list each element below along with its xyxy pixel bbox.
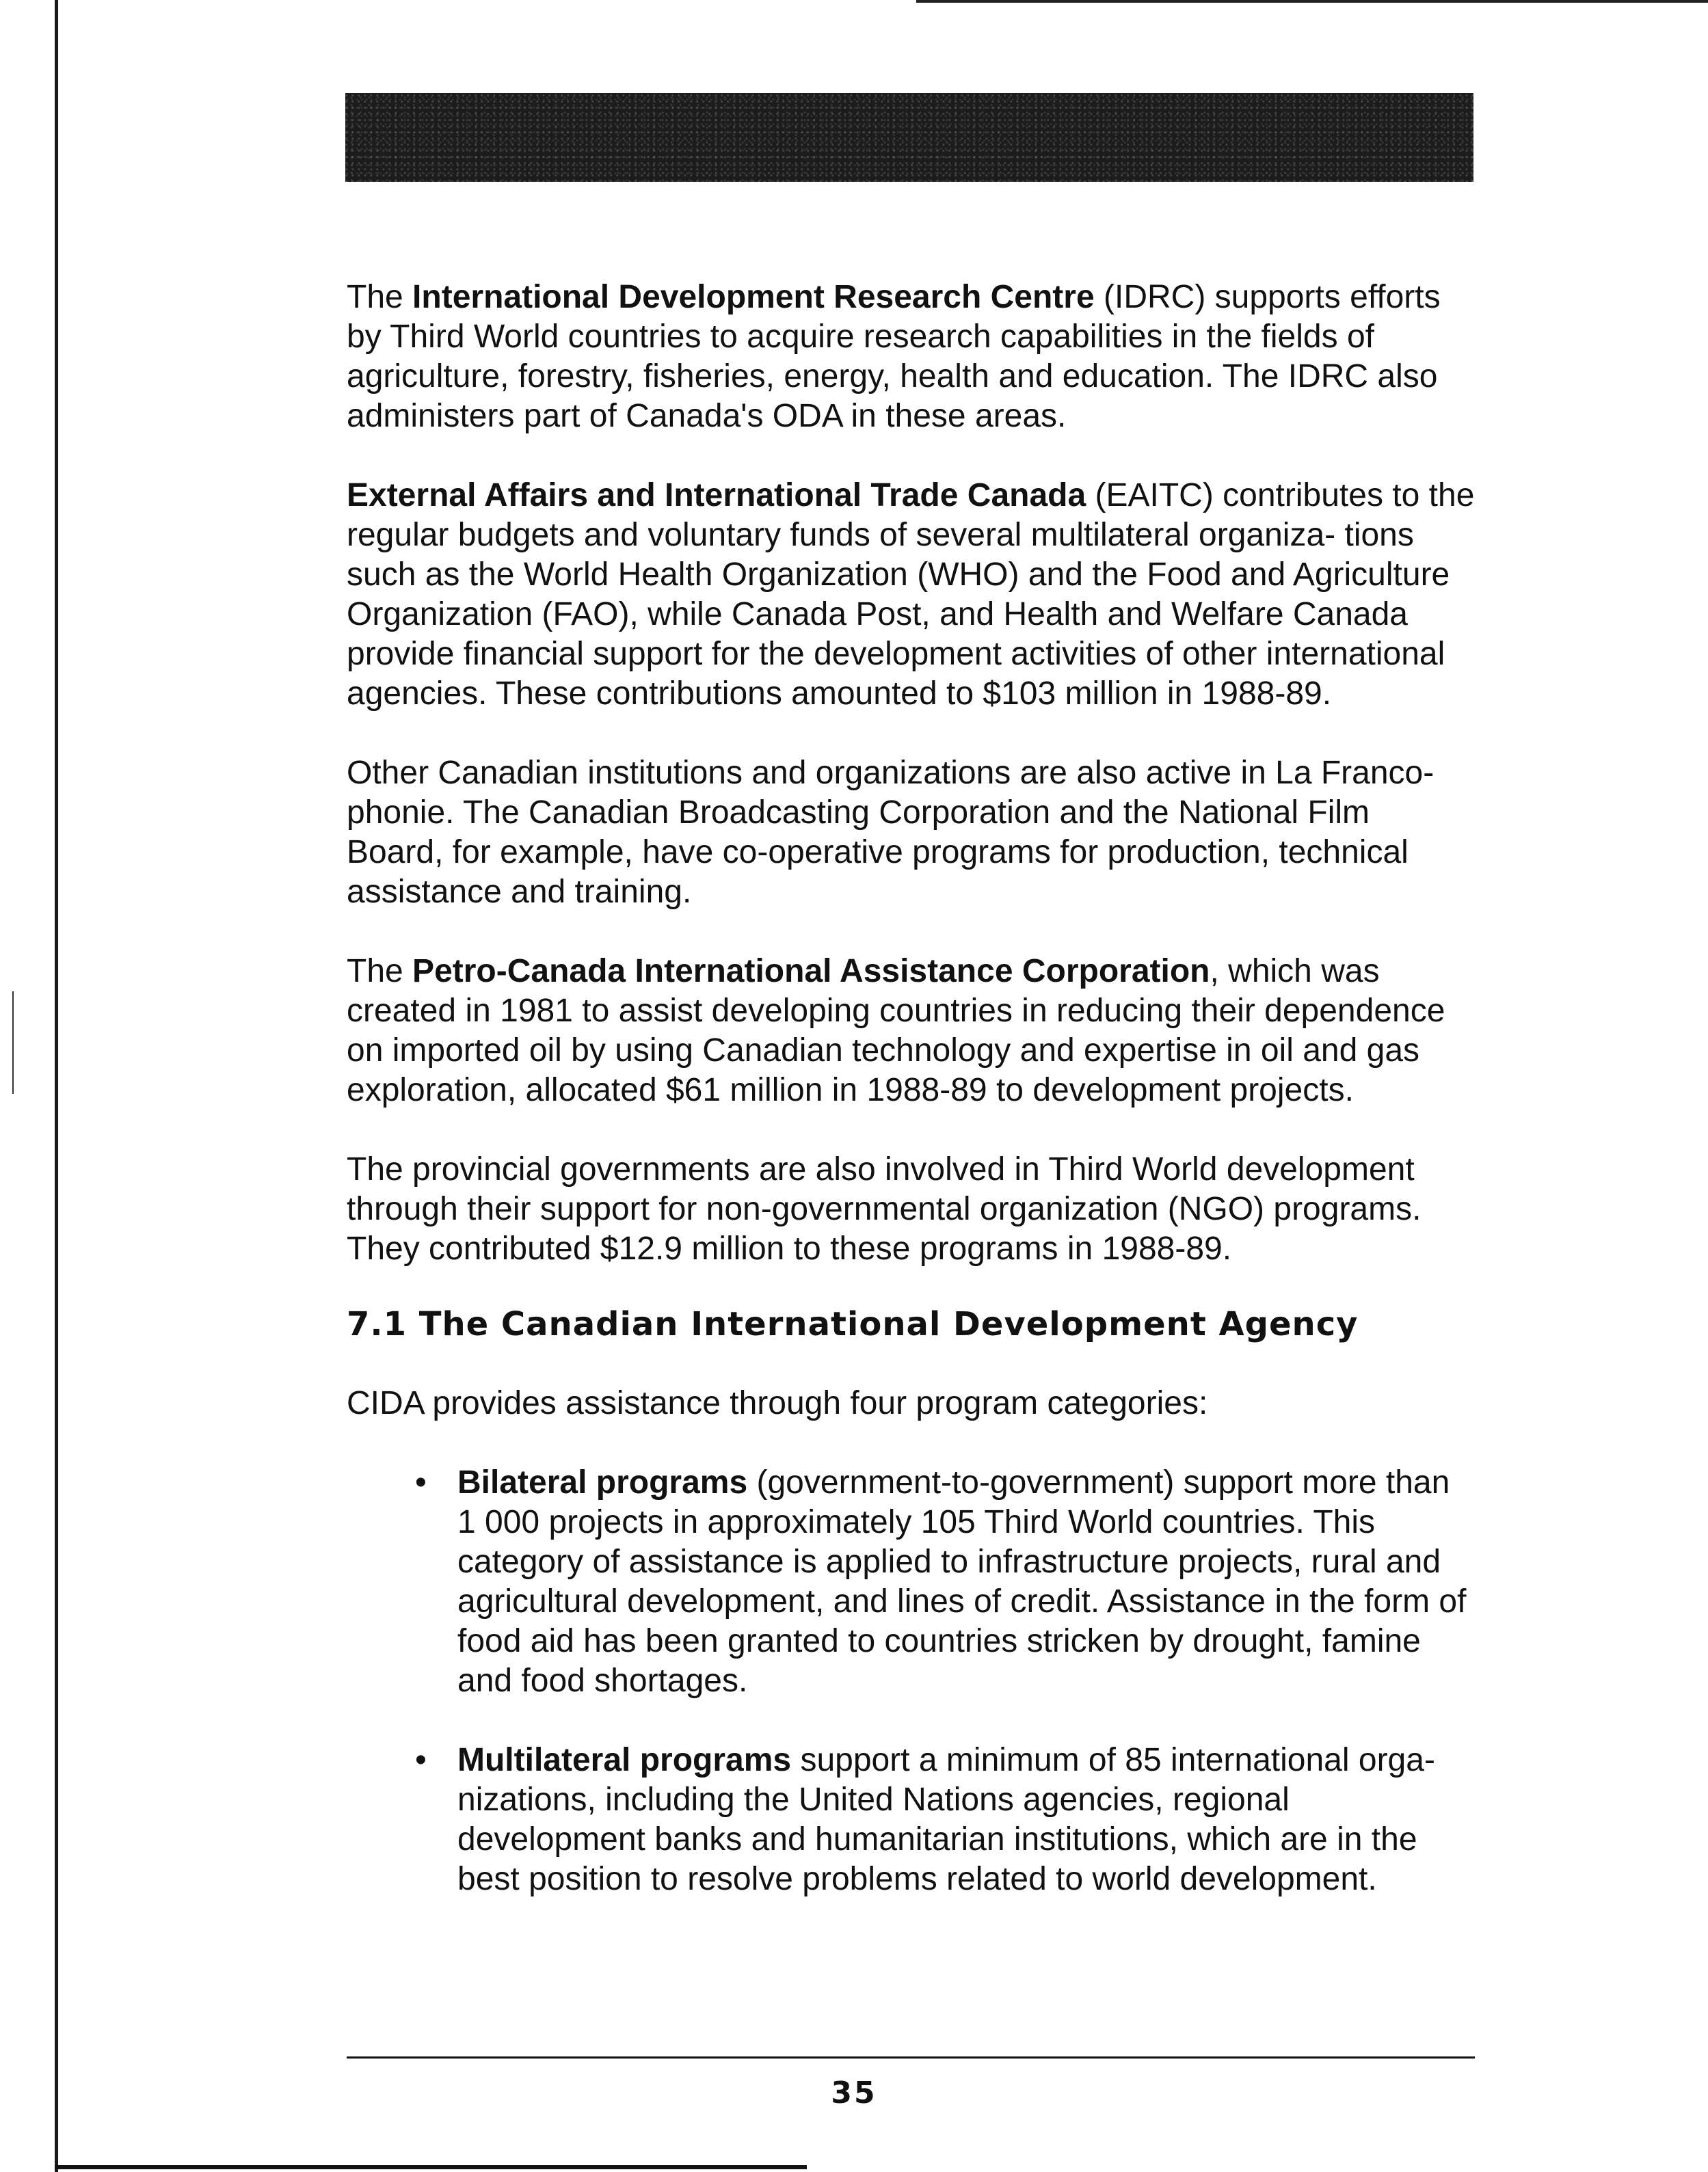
list-item-bilateral: • Bilateral programs (government-to-government) support more than 1 000 projects in approximately 105 Third World countries. This category of assistance is applied to infrastructure projects, rural and agricultural development, and lines of credit. Assistance in the form of food aid has been granted to countries stricken by drought, famine and food shortages. bbox=[415, 1463, 1475, 1701]
scan-mark-left bbox=[12, 991, 14, 1094]
scan-edge-left bbox=[55, 0, 58, 2172]
page-number: 35 bbox=[831, 2076, 877, 2110]
eaitc-name: External Affairs and International Trade Canada bbox=[347, 477, 1086, 513]
petro-canada-name: Petro-Canada International Assistance Corporation bbox=[412, 953, 1210, 989]
section-intro: CIDA provides assistance through four program categories: bbox=[347, 1385, 1208, 1421]
paragraph-petro-canada: The Petro-Canada International Assistance Corporation, which was created in 1981 to assist developing countries in reducing their dependence on imported oil by using Canadian technology and expertise in oil and gas exploration, allocated $61 million in 1988-89 to development projects. bbox=[347, 953, 1445, 1108]
scan-edge-bottom bbox=[55, 2165, 807, 2169]
scan-edge-top bbox=[916, 0, 1708, 3]
paragraph-idrc: The International Development Research Centre (IDRC) supports efforts by Third World countries to acquire research capabilities in the fields of agriculture, forestry, fisheries, energy, health and education. The IDRC also administers part of Canada's ODA in these areas. bbox=[347, 279, 1441, 434]
paragraph-francophonie: Other Canadian institutions and organizations are also active in La Franco- phonie. The Canadian Broadcasting Corporation and the National Film Board, for example, have co-operative programs for production, technical assistance and training. bbox=[347, 755, 1435, 910]
paragraph-eaitc: External Affairs and International Trade Canada (EAITC) contributes to the regular budgets and voluntary funds of several multilateral organiza- tions such as the World Health Organization (WHO) and the Food and Agriculture Organization (FAO), while Canada Post, and Health and Welfare Canada provide financial support for the development activities of other international agencies. These contributions amounted to $103 million in 1988-89. bbox=[347, 477, 1475, 712]
body-content bbox=[347, 278, 1475, 1939]
list-item-multilateral: • Multilateral programs support a minimum of 85 international orga- nizations, including the United Nations agencies, regional development banks and humanitarian institutions, which are in the best position to resolve problems related to world development. bbox=[415, 1741, 1475, 1899]
program-title: Bilateral programs bbox=[457, 1464, 748, 1501]
section-heading: 7.1 The Canadian International Development Agency bbox=[347, 1305, 1359, 1343]
paragraph-provincial: The provincial governments are also involved in Third World development through their support for non-governmental organization (NGO) programs. They contributed $12.9 million to these programs in 1988-89. bbox=[347, 1151, 1422, 1267]
idrc-name: International Development Research Centre bbox=[412, 279, 1095, 315]
header-banner bbox=[345, 93, 1473, 182]
footer-divider bbox=[347, 2056, 1475, 2059]
program-list bbox=[347, 1463, 1475, 1899]
program-title: Multilateral programs bbox=[457, 1742, 792, 1778]
